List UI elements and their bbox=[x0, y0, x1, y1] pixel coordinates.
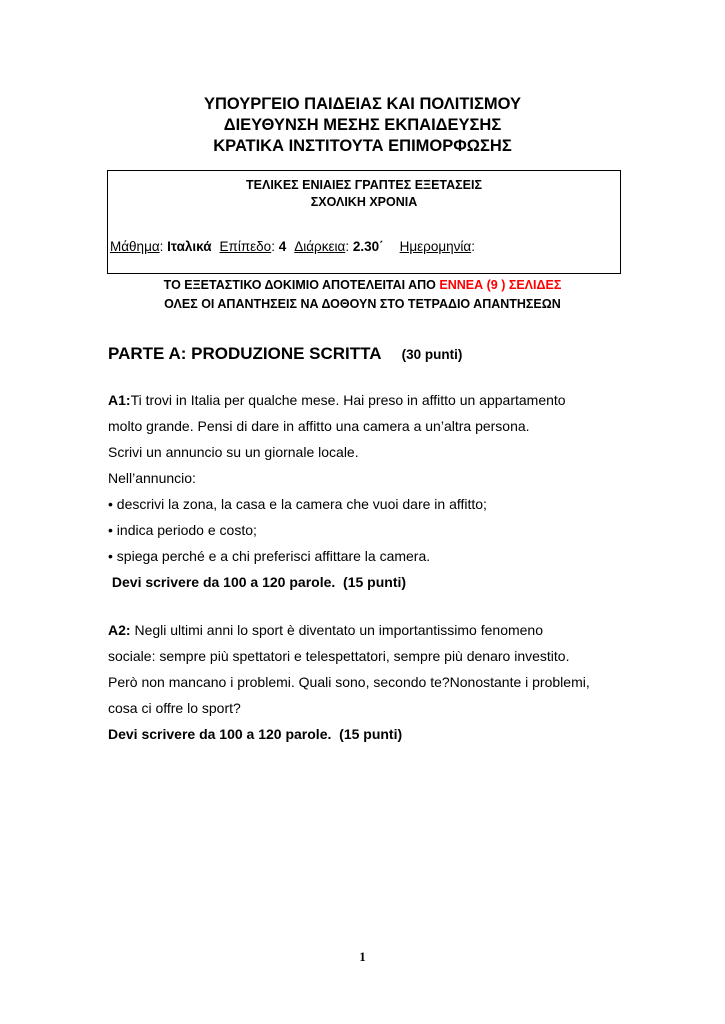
duration-value: 2.30΄ bbox=[352, 239, 384, 254]
page-number: 1 bbox=[359, 950, 366, 964]
task-a1-bullet3: • spiega perché e a chi preferisci affittare la camera. bbox=[108, 548, 431, 564]
task-a2-line3: Però non mancano i problemi. Quali sono, secondo te?Nonostante i problemi, bbox=[108, 674, 590, 690]
subject-value: Ιταλικά bbox=[167, 239, 212, 254]
task-a1-line1-text: Ti trovi in Italia per qualche mese. Hai preso in affitto un appartamento bbox=[130, 392, 566, 408]
duration-label: Διάρκεια bbox=[294, 239, 346, 254]
task-a2-line1-text: Negli ultimi anni lo sport è diventato un importantissimo fenomeno bbox=[130, 622, 543, 638]
page-count-notice bbox=[0, 276, 725, 295]
task-a2-line1 bbox=[108, 617, 590, 643]
subject-label: Μάθημα bbox=[110, 239, 160, 254]
page-count-highlight: ΕΝΝΕΑ (9 ) ΣΕΛΙΔΕΣ bbox=[439, 278, 562, 292]
task-a1-line1 bbox=[108, 387, 566, 413]
institutes-title: ΚΡΑΤΙΚΑ ΙΝΣΤΙΤΟΥΤΑ ΕΠΙΜΟΡΦΩΣΗΣ bbox=[213, 137, 512, 155]
exam-details: Μάθημα: Ιταλικά Επίπεδο: 4 Διάρκεια: 2.30΄ Ημερομηνία: bbox=[110, 239, 475, 254]
task-a1 bbox=[108, 387, 566, 595]
task-a2-instruction: Devi scrivere da 100 a 120 parole. (15 punti) bbox=[108, 726, 403, 742]
task-a2 bbox=[108, 617, 590, 747]
task-a1-bullet2: • indica periodo e costo; bbox=[108, 522, 257, 538]
date-label: Ημερομηνία bbox=[399, 239, 472, 254]
page-count-notice-text: ΤΟ ΕΞΕΤΑΣΤΙΚΟ ΔΟΚΙΜΙΟ ΑΠΟΤΕΛΕΙΤΑΙ ΑΠΟ bbox=[163, 278, 440, 292]
task-a1-instruction: Devi scrivere da 100 a 120 parole. (15 punti) bbox=[108, 574, 407, 590]
answer-booklet-notice: ΟΛΕΣ ΟΙ ΑΠΑΝΤΗΣΕΙΣ ΝΑ ΔΟΘΟΥΝ ΣΤΟ ΤΕΤΡΑΔΙΟ ΑΠΑΝΤΗΣΕΩΝ bbox=[164, 297, 561, 311]
task-a2-line2: sociale: sempre più spettatori e telespettatori, sempre più denaro investito. bbox=[108, 648, 570, 664]
section-points: (30 punti) bbox=[401, 347, 463, 362]
task-a1-line4: Nell’annuncio: bbox=[108, 470, 196, 486]
document-header bbox=[0, 94, 725, 157]
school-year-title: ΣΧΟΛΙΚΗ ΧΡΟΝΙΑ bbox=[310, 195, 418, 209]
task-a1-line2: molto grande. Pensi di dare in affitto una camera a un’altra persona. bbox=[108, 418, 530, 434]
exam-info-box bbox=[107, 170, 621, 274]
level-label: Επίπεδο bbox=[219, 239, 272, 254]
exam-type-title: ΤΕΛΙΚΕΣ ΕΝΙΑΙΕΣ ΓΡΑΠΤΕΣ ΕΞΕΤΑΣΕΙΣ bbox=[246, 178, 482, 192]
task-a1-label: A1: bbox=[108, 392, 131, 408]
task-a1-bullet1: • descrivi la zona, la casa e la camera che vuoi dare in affitto; bbox=[108, 496, 487, 512]
section-title: PARTE A: PRODUZIONE SCRITTA bbox=[108, 344, 382, 363]
directorate-title: ΔΙΕΥΘΥΝΣΗ ΜΕΣΗΣ ΕΚΠΑΙΔΕΥΣΗΣ bbox=[223, 116, 502, 134]
task-a1-line3: Scrivi un annuncio su un giornale locale. bbox=[108, 444, 359, 460]
level-value: 4 bbox=[278, 239, 287, 254]
section-heading bbox=[108, 344, 462, 364]
task-a2-label: A2: bbox=[108, 622, 131, 638]
task-a2-line4: cosa ci offre lo sport? bbox=[108, 700, 241, 716]
ministry-title: ΥΠΟΥΡΓΕΙΟ ΠΑΙΔΕΙΑΣ ΚΑΙ ΠΟΛΙΤΙΣΜΟΥ bbox=[203, 95, 522, 113]
